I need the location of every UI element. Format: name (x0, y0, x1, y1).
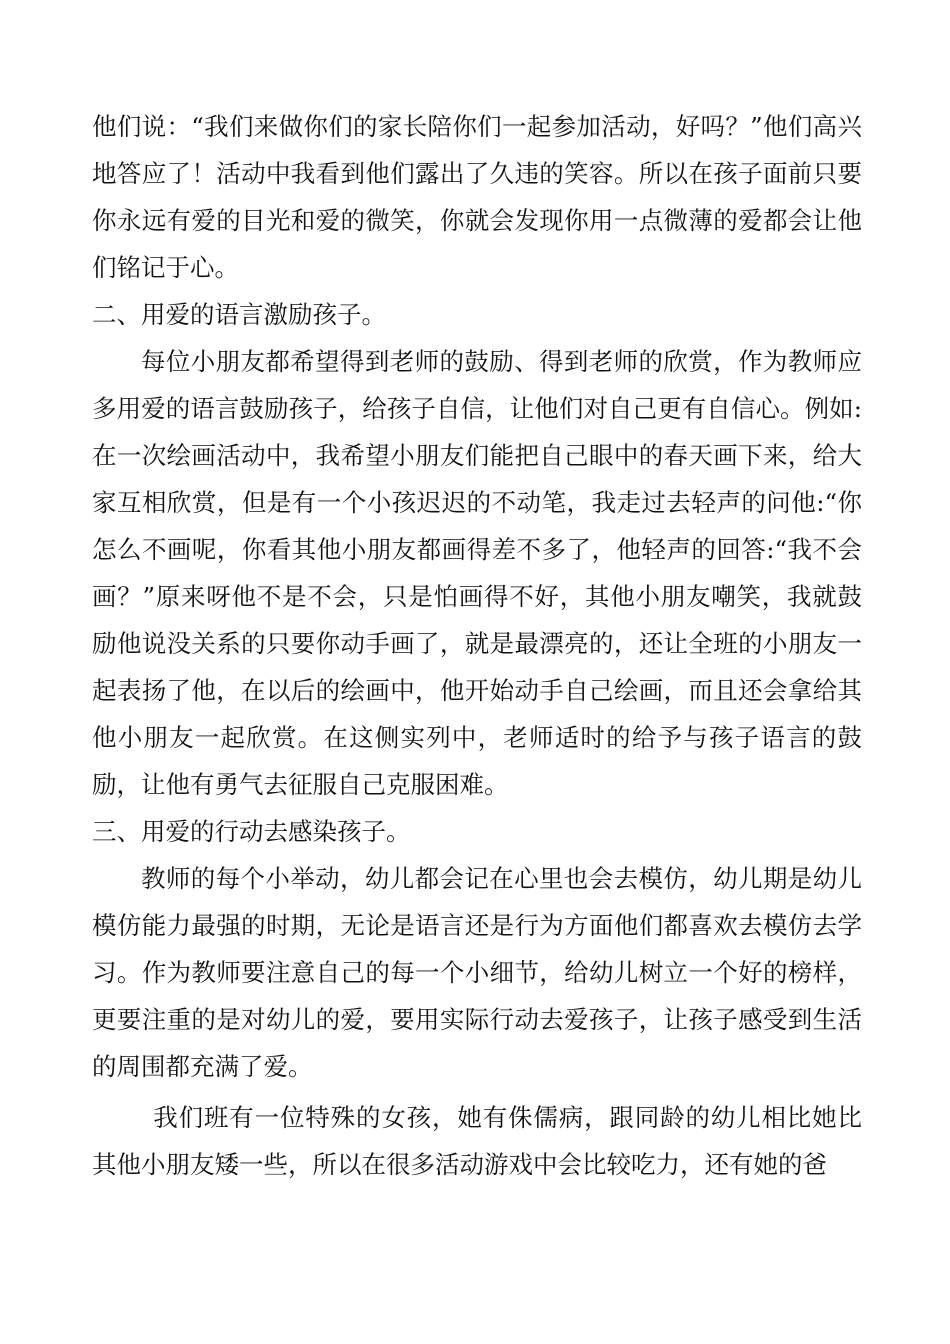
paragraph-continued: 他们说：“我们来做你们的家长陪你们一起参加活动，好吗？”他们高兴地答应了！活动中我看到他们露出了久违的笑容。所以在孩子面前只要你永远有爱的目光和爱的微笑，你就会发现你用一点微薄的爱都会让他们铭记于心。 (92, 112, 862, 282)
paragraph-special-child: 我们班有一位特殊的女孩，她有侏儒病，跟同龄的幼儿相比她比其他小朋友矮一些，所以在很多活动游戏中会比较吃力，还有她的爸 (92, 1103, 862, 1179)
paragraph-imitation: 教师的每个小举动，幼儿都会记在心里也会去模仿，幼儿期是幼儿模仿能力最强的时期，无论是语言还是行为方面他们都喜欢去模仿去学习。作为教师要注意自己的每一个小细节，给幼儿树立一个好的榜样，更要注重的是对幼儿的爱，要用实际行动去爱孩子，让孩子感受到生活的周围都充满了爱。 (92, 864, 862, 1081)
section-heading-2: 二、用爱的语言激励孩子。 (92, 300, 386, 329)
paragraph-encouragement: 每位小朋友都希望得到老师的鼓励、得到老师的欣赏，作为教师应多用爱的语言鼓励孩子，给孩子自信，让他们对自己更有自信心。例如:在一次绘画活动中，我希望小朋友们能把自己眼中的春天画下来，给大家互相欣赏，但是有一个小孩迟迟的不动笔，我走过去轻声的问他:“你怎么不画呢，你看其他小朋友都画得差不多了，他轻声的回答:“我不会画？”原来呀他不是不会，只是怕画得不好，其他小朋友嘲笑，我就鼓励他说没关系的只要你动手画了，就是最漂亮的，还让全班的小朋友一起表扬了他，在以后的绘画中，他开始动手自己绘画，而且还会拿给其他小朋友一起欣赏。在这侧实列中，老师适时的给予与孩子语言的鼓励，让他有勇气去征服自己克服困难。 (92, 347, 862, 799)
document-body (92, 103, 862, 1188)
section-heading-3: 三、用爱的行动去感染孩子。 (92, 817, 411, 846)
